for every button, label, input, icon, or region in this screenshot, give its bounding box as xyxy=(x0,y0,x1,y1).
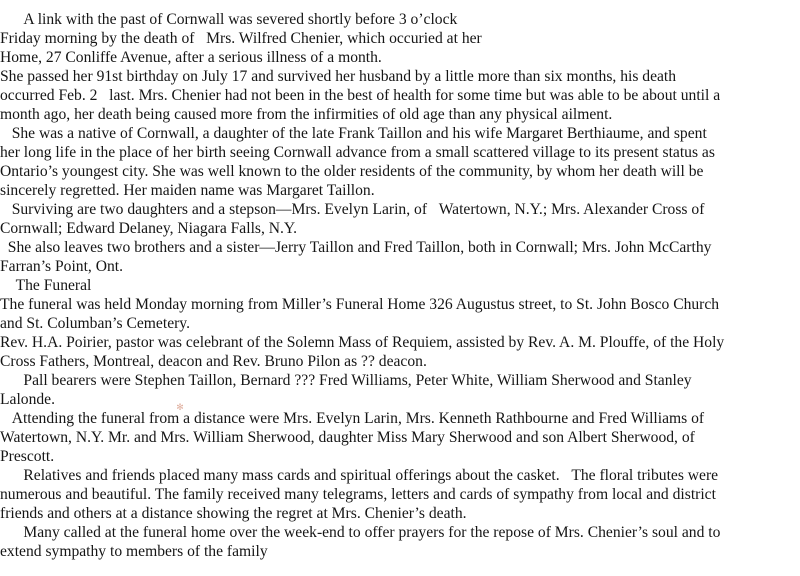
text-line: Pall bearers were Stephen Taillon, Bernard ??? Fred Williams, Peter White, William Sherwood and Stanley xyxy=(0,372,692,389)
text-line: and St. Columban’s Cemetery. xyxy=(0,315,190,332)
text-line: numerous and beautiful. The family received many telegrams, letters and cards of sympathy from local and district xyxy=(0,486,716,503)
text-line: friends and others at a distance showing the regret at Mrs. Chenier’s death. xyxy=(0,505,467,522)
text-line: month ago, her death being caused more from the infirmities of old age than any physical ailment. xyxy=(0,106,613,123)
text-line: Farran’s Point, Ont. xyxy=(0,258,124,275)
text-line: Many called at the funeral home over the week-end to offer prayers for the repose of Mrs. Chenier’s soul and to xyxy=(0,524,721,541)
scan-speck-icon: ✻ xyxy=(176,402,184,412)
text-line: Prescott. xyxy=(0,448,55,465)
text-line: Friday morning by the death of Mrs. Wilfred Chenier, which occuried at her xyxy=(0,30,482,47)
text-line: Surviving are two daughters and a stepson—Mrs. Evelyn Larin, of Watertown, N.Y.; Mrs. Alexander Cross of xyxy=(0,201,705,218)
text-line: occurred Feb. 2 last. Mrs. Chenier had not been in the best of health for some time but was able to be about until a xyxy=(0,87,721,104)
text-line: A link with the past of Cornwall was severed shortly before 3 o’clock xyxy=(0,11,458,28)
text-line: Watertown, N.Y. Mr. and Mrs. William Sherwood, daughter Miss Mary Sherwood and son Albert Sherwood, of xyxy=(0,429,695,446)
text-line: Rev. H.A. Poirier, pastor was celebrant of the Solemn Mass of Requiem, assisted by Rev. A. M. Plouffe, of the Holy xyxy=(0,334,725,351)
text-line: The funeral was held Monday morning from Miller’s Funeral Home 326 Augustus street, to St. John Bosco Church xyxy=(0,296,720,313)
text-line: extend sympathy to members of the family xyxy=(0,543,268,560)
text-line: She also leaves two brothers and a sister—Jerry Taillon and Fred Taillon, both in Cornwall; Mrs. John McCarthy xyxy=(0,239,712,256)
text-line: Home, 27 Conliffe Avenue, after a serious illness of a month. xyxy=(0,49,382,66)
text-line: Attending the funeral from a distance were Mrs. Evelyn Larin, Mrs. Kenneth Rathbourne and Fred Williams of xyxy=(0,410,705,427)
text-line: sincerely regretted. Her maiden name was Margaret Taillon. xyxy=(0,182,375,199)
section-heading: The Funeral xyxy=(0,277,92,294)
text-line: Ontario’s youngest city. She was well known to the older residents of the community, by whom her death will be xyxy=(0,163,704,180)
text-line: Lalonde. xyxy=(0,391,55,408)
text-line: her long life in the place of her birth seeing Cornwall advance from a small scattered village to its present status as xyxy=(0,144,715,161)
text-line: Cross Fathers, Montreal, deacon and Rev. Bruno Pilon as ?? deacon. xyxy=(0,353,427,370)
text-line: She was a native of Cornwall, a daughter of the late Frank Taillon and his wife Margaret Berthiaume, and spent xyxy=(0,125,707,142)
text-line: She passed her 91st birthday on July 17 and survived her husband by a little more than six months, his death xyxy=(0,68,677,85)
text-line: Cornwall; Edward Delaney, Niagara Falls, N.Y. xyxy=(0,220,298,237)
text-line: Relatives and friends placed many mass cards and spiritual offerings about the casket. The floral tributes were xyxy=(0,467,719,484)
